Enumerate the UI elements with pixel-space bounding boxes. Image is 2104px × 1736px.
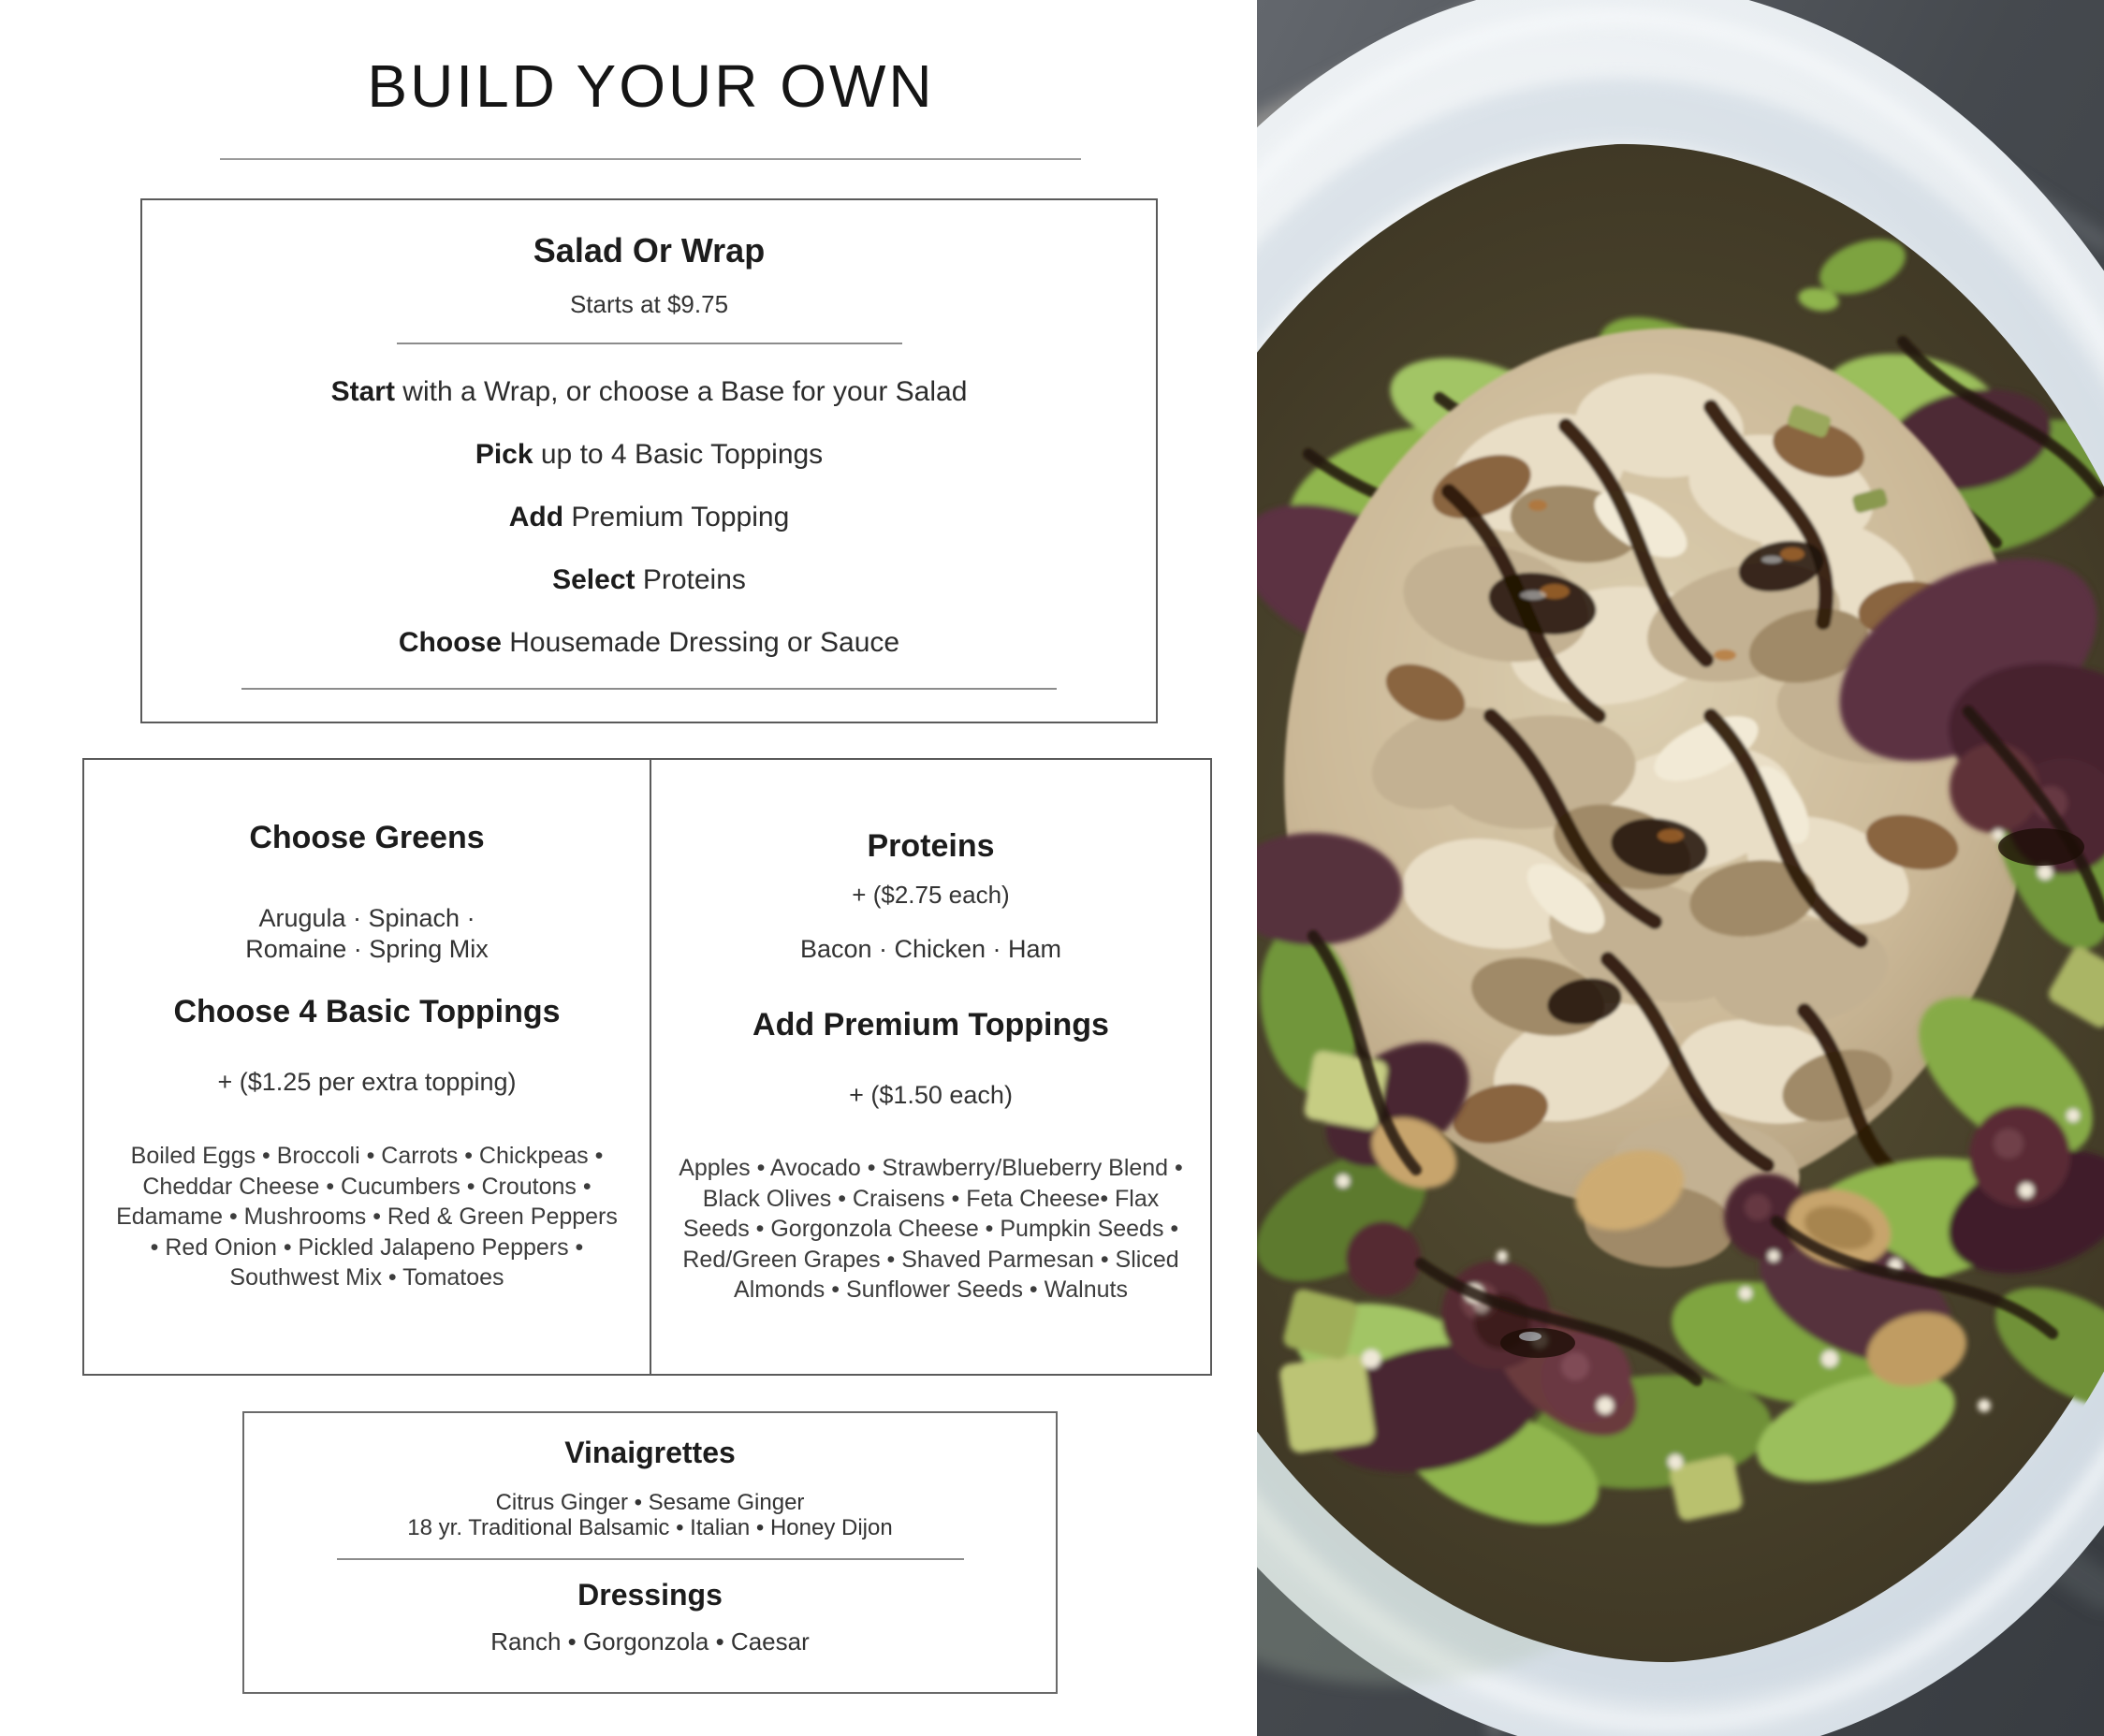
basic-toppings-list: Boiled Eggs • Broccoli • Carrots • Chickpeas • Cheddar Cheese • Cucumbers • Croutons • Edamame • Mushrooms • Red & Green Peppers • Red Onion • Pickled Jalapeno Peppers • Southwest Mix • Tomatoes <box>116 1143 618 1291</box>
step-dressing <box>142 625 1156 661</box>
step-rest: Housemade Dressing or Sauce <box>501 627 900 658</box>
salad-photo-illustration <box>1257 0 2104 1736</box>
greens-list <box>84 903 650 965</box>
premium-toppings-list: Apples • Avocado • Strawberry/Blueberry Blend • Black Olives • Craisens • Feta Cheese• Flax Seeds • Gorgonzola Cheese • Pumpkin Seeds • Red/Green Grapes • Shaved Parmesan • Sliced Almonds • Sunflower Seeds • Walnuts <box>679 1155 1183 1303</box>
basic-toppings-price: + ($1.25 per extra topping) <box>217 1068 517 1096</box>
dressings-title: Dressings <box>577 1578 723 1612</box>
premium-toppings-title: Add Premium Toppings <box>752 1007 1109 1043</box>
card-title: Salad Or Wrap <box>533 231 766 270</box>
greens-title: Choose Greens <box>249 820 485 855</box>
step-premium-topping <box>142 500 1156 535</box>
toppings-card <box>82 758 1212 1376</box>
salad-photo <box>1257 0 2104 1736</box>
dressings-card <box>242 1411 1058 1694</box>
vinaigrettes-title: Vinaigrettes <box>564 1436 736 1469</box>
greens-line2: Romaine · Spring Mix <box>245 935 489 963</box>
title-divider <box>220 158 1081 160</box>
step-rest: Proteins <box>635 564 746 595</box>
salad-or-wrap-card <box>140 198 1158 723</box>
step-lead: Select <box>552 564 636 595</box>
proteins-column <box>651 760 1210 1374</box>
step-lead: Start <box>330 376 395 407</box>
divider <box>397 343 902 344</box>
basic-toppings-title: Choose 4 Basic Toppings <box>173 994 561 1029</box>
step-rest: Premium Topping <box>563 502 790 532</box>
salad-contents <box>1257 143 2104 1663</box>
step-rest: up to 4 Basic Toppings <box>533 439 824 470</box>
greens-line1: Arugula · Spinach · <box>258 904 475 932</box>
divider <box>241 688 1057 690</box>
build-steps <box>142 374 1156 661</box>
step-basic-toppings <box>142 437 1156 473</box>
dressings-list: Ranch • Gorgonzola • Caesar <box>490 1627 810 1656</box>
step-rest: with a Wrap, or choose a Base for your Salad <box>394 376 968 407</box>
step-proteins <box>142 562 1156 598</box>
step-lead: Pick <box>475 439 533 470</box>
proteins-price: + ($2.75 each) <box>852 881 1010 909</box>
greens-column <box>84 760 651 1374</box>
step-lead: Choose <box>398 627 502 658</box>
vinaigrettes-line2: 18 yr. Traditional Balsamic • Italian • Honey Dijon <box>407 1515 893 1540</box>
starting-price: Starts at $9.75 <box>569 290 729 318</box>
vinaigrettes-line1: Citrus Ginger • Sesame Ginger <box>495 1490 805 1515</box>
proteins-list: Bacon · Chicken · Ham <box>799 935 1062 963</box>
premium-toppings-price: + ($1.50 each) <box>849 1081 1013 1109</box>
step-base <box>142 374 1156 410</box>
proteins-title: Proteins <box>867 828 995 864</box>
step-lead: Add <box>508 502 564 532</box>
vinaigrettes-list <box>244 1490 1056 1540</box>
divider <box>337 1558 964 1560</box>
page-title: BUILD YOUR OWN <box>367 52 935 120</box>
